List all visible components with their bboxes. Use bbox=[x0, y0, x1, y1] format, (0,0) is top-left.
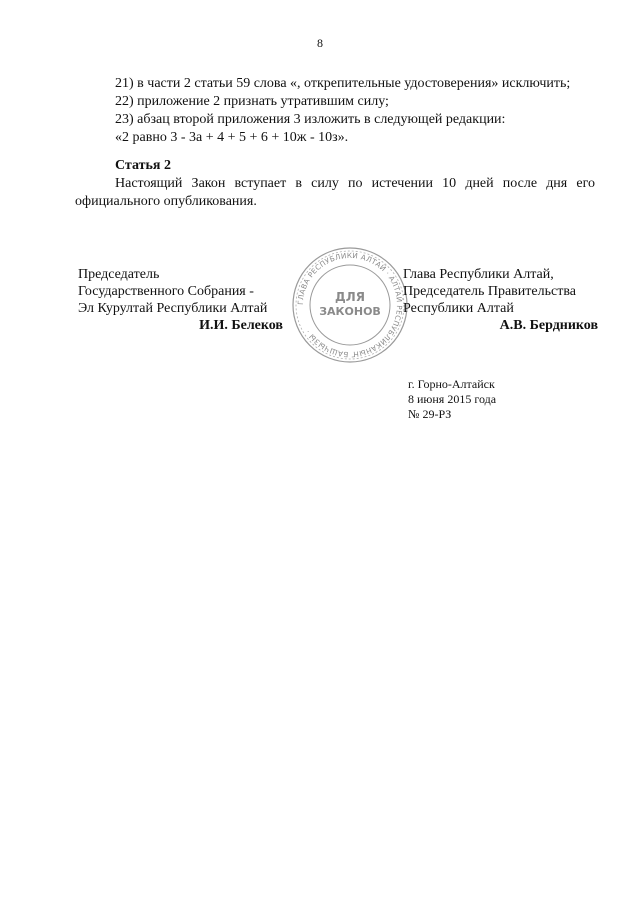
item-23-formula: «2 равно 3 - 3а + 4 + 5 + 6 + 10ж - 10з». bbox=[115, 130, 349, 145]
seal-center-line1: ДЛЯ bbox=[335, 290, 365, 304]
signature-right-line3: Республики Алтай bbox=[403, 301, 514, 316]
place-city: г. Горно-Алтайск bbox=[408, 377, 495, 391]
item-22: 22) приложение 2 признать утратившим силу; bbox=[115, 94, 389, 109]
item-21: 21) в части 2 статьи 59 слова «, открепительные удостоверения» исключить; bbox=[115, 76, 571, 91]
article-2-text: Настоящий Закон вступает в силу по истечении 10 дней после дня его официального опубликования. bbox=[75, 176, 595, 209]
article-2-title: Статья 2 bbox=[115, 158, 171, 173]
signature-right-line1: Глава Республики Алтай, bbox=[403, 267, 554, 282]
law-number: № 29-РЗ bbox=[408, 407, 452, 421]
signature-left-line3: Эл Курултай Республики Алтай bbox=[78, 301, 268, 316]
seal-ring-text: ГЛАВА РЕСПУБЛИКИ АЛТАЙ · АЛТАЙ РЕСПУБЛИКАНЫҤ БАШЧЫЗЫ · bbox=[295, 250, 405, 360]
document-body bbox=[75, 75, 595, 211]
page-number: 8 bbox=[317, 36, 323, 50]
signature-block-right bbox=[403, 266, 598, 334]
place-date: 8 июня 2015 года bbox=[408, 392, 497, 406]
signature-left-line2: Государственного Собрания - bbox=[78, 284, 254, 299]
seal-center-line2: ЗАКОНОВ bbox=[319, 305, 381, 318]
place-date-number bbox=[408, 377, 496, 422]
signature-left-name: И.И. Белеков bbox=[199, 318, 283, 333]
signature-right-name: А.В. Бердников bbox=[499, 318, 598, 333]
official-seal bbox=[290, 245, 410, 365]
signature-right-line2: Председатель Правительства bbox=[403, 284, 576, 299]
signature-block-left bbox=[78, 266, 283, 334]
signature-left-line1: Председатель bbox=[78, 267, 160, 282]
item-23: 23) абзац второй приложения 3 изложить в следующей редакции: bbox=[115, 112, 506, 127]
